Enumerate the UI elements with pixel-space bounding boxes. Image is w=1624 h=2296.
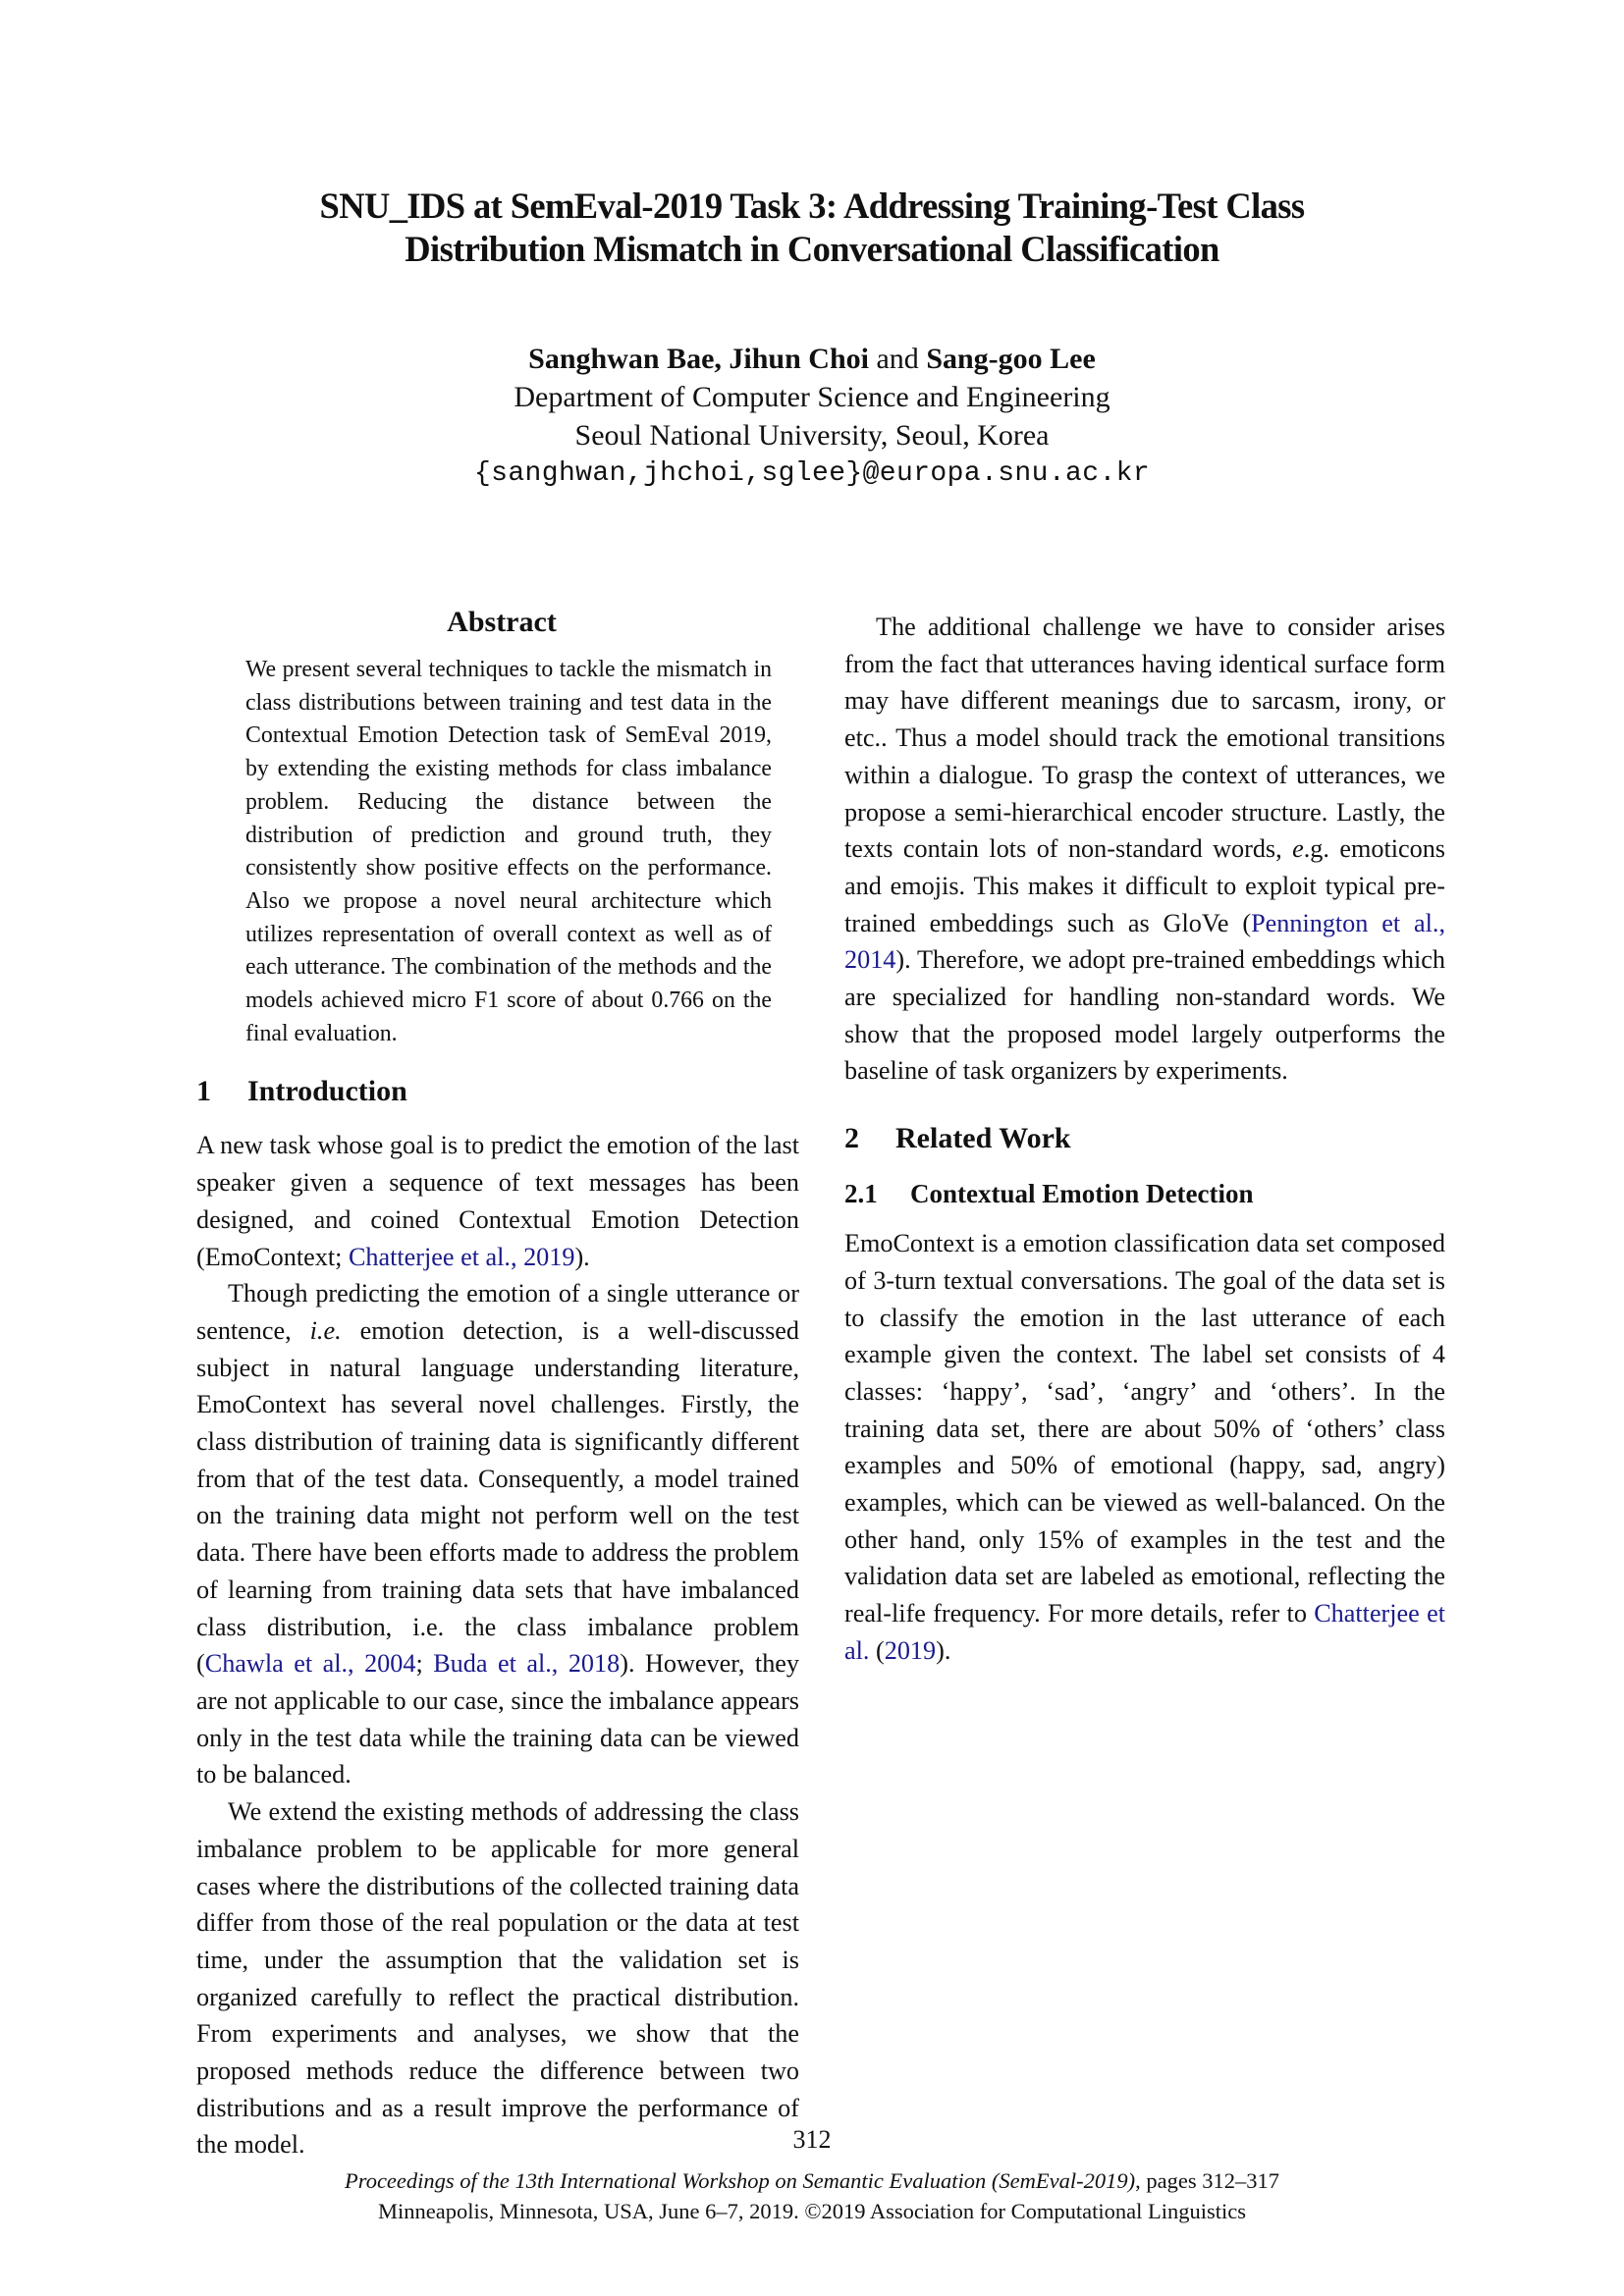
intro-paragraph-4 — [844, 609, 1445, 1090]
paragraph-text: A new task whose goal is to predict the emotion of the last speaker given a sequence of text messages has been designed, and coined Contextual Emotion Detection (EmoContext; — [196, 1131, 799, 1271]
location-copyright-line: Minneapolis, Minnesota, USA, June 6–7, 2019. ©2019 Association for Computational Linguistics — [378, 2199, 1246, 2223]
paragraph-text: ). However, they are not applicable to our case, since the imbalance appears only in the test data while the training data can be viewed to be balanced. — [196, 1649, 800, 1789]
proceedings-line — [0, 2165, 1624, 2196]
section-title: Introduction — [247, 1075, 407, 1108]
author-conjunction: and — [876, 343, 919, 375]
paragraph-text: We extend the existing methods of addressing the class imbalance problem to be applicable for more general cases where the distributions of the collected training data differ from those of the real population or the data at test time, under the assumption that the validation set is organized carefully to reflect the practical distribution. From experiments and analyses, we show that the proposed methods reduce the difference between two distributions and as a result improve the performance of the model. — [196, 1797, 799, 2160]
citation-separator: ; — [415, 1649, 434, 1679]
section-title: Related Work — [895, 1122, 1071, 1155]
subsection-title: Contextual Emotion Detection — [910, 1179, 1254, 1209]
related-work-paragraph-1 — [844, 1225, 1445, 1669]
paper-title-line-1: SNU_IDS at SemEval-2019 Task 3: Addressing Training-Test Class — [319, 186, 1305, 226]
section-heading-introduction — [196, 1072, 799, 1111]
citation-link[interactable]: Chatterjee et al. — [844, 1599, 1445, 1665]
author-list — [0, 340, 1624, 378]
authors-block — [0, 340, 1624, 493]
italic-abbreviation: i.e. — [309, 1315, 342, 1345]
section-heading-related-work — [844, 1119, 1445, 1158]
author-emails: {sanghwan,jhchoi,sglee}@europa.snu.ac.kr — [473, 458, 1151, 489]
section-number: 1 — [196, 1075, 211, 1108]
right-column — [844, 609, 1445, 1670]
italic-abbreviation: e — [1292, 834, 1304, 864]
citation-link[interactable]: Chatterjee et al., 2019 — [348, 1242, 575, 1271]
paragraph-text: .g. emoticons and emojis. This makes it difficult to exploit typical pre-trained embeddings such as GloVe ( — [844, 834, 1446, 937]
abstract-heading: Abstract — [447, 606, 557, 638]
citation-paren: ( — [869, 1635, 885, 1665]
citation-link[interactable]: Pennington et al., 2014 — [844, 908, 1445, 975]
intro-paragraph-1 — [196, 1127, 799, 1275]
proceedings-footer — [0, 2165, 1624, 2226]
page-number: 312 — [792, 2125, 832, 2154]
affiliation-department: Department of Computer Science and Engineering — [514, 381, 1110, 413]
paragraph-text: ). — [574, 1242, 590, 1271]
citation-year-link[interactable]: 2019 — [884, 1635, 937, 1665]
paragraph-text: emotion detection, is a well-discussed subject in natural language understanding literature, EmoContext has several novel challenges. Firstly, the class distribution of training data is significantly different from that of the test data. Consequently, a model trained on the training data might not perform well on the test data. There have been efforts made to address the problem of learning from training data sets that have imbalanced class distribution, i.e. the class imbalance problem ( — [196, 1315, 799, 1679]
proceedings-title: Proceedings of the 13th International Workshop on Semantic Evaluation (SemEval-2019) — [345, 2168, 1136, 2193]
intro-paragraph-3 — [196, 1793, 799, 2163]
left-column — [196, 603, 799, 2163]
paragraph-text: Though predicting the emotion of a single utterance or sentence, — [196, 1279, 799, 1345]
title-block — [0, 185, 1624, 271]
citation-link[interactable]: Chawla et al., 2004 — [204, 1649, 416, 1679]
paper-title-line-2: Distribution Mismatch in Conversational Classification — [405, 229, 1219, 269]
paragraph-text: ). — [936, 1635, 951, 1665]
citation-link[interactable]: Buda et al., 2018 — [433, 1649, 621, 1679]
intro-paragraph-2 — [196, 1275, 799, 1793]
subsection-number: 2.1 — [844, 1179, 878, 1209]
paragraph-text: EmoContext is a emotion classification data set composed of 3-turn textual conversations. The goal of the data set is to classify the emotion in the last utterance of each example given the context. The label set consists of 4 classes: ‘happy’, ‘sad’, ‘angry’ and ‘others’. In the training data set, there are about 50% of ‘others’ class examples and 50% of emotional (happy, sad, angry) examples, which can be viewed as well-balanced. On the other hand, only 15% of examples in the test and the validation data set are labeled as emotional, reflecting the real-life frequency. For more details, refer to — [844, 1229, 1445, 1629]
affiliation-university: Seoul National University, Seoul, Korea — [574, 419, 1050, 452]
subsection-heading-contextual-emotion-detection — [844, 1176, 1445, 1211]
author-name: Jihun Choi — [729, 343, 869, 375]
abstract-body: We present several techniques to tackle the mismatch in class distributions between training and test data in the Contextual Emotion Detection task of SemEval 2019, by extending the existing methods for class imbalance problem. Reducing the distance between the distribution of prediction and ground truth, they consistently show positive effects on the performance. Also we propose a novel neural architecture which utilizes representation of overall context as well as of each utterance. The combination of the methods and the models achieved micro F1 score of about 0.766 on the final evaluation. — [245, 657, 772, 1046]
section-number: 2 — [844, 1122, 859, 1155]
proceedings-pages: , pages 312–317 — [1135, 2168, 1279, 2193]
author-name: Sanghwan Bae, — [528, 343, 722, 375]
paragraph-text: ). Therefore, we adopt pre-trained embeddings which are specialized for handling non-standard words. We show that the proposed model largely outperforms the baseline of task organizers by experiments. — [844, 945, 1445, 1086]
paragraph-text: The additional challenge we have to consider arises from the fact that utterances having identical surface form may have different meanings due to sarcasm, irony, or etc.. Thus a model should track the emotional transitions within a dialogue. To grasp the context of utterances, we propose a semi-hierarchical encoder structure. Lastly, the texts contain lots of non-standard words, — [844, 613, 1445, 864]
author-name: Sang-goo Lee — [926, 343, 1096, 375]
